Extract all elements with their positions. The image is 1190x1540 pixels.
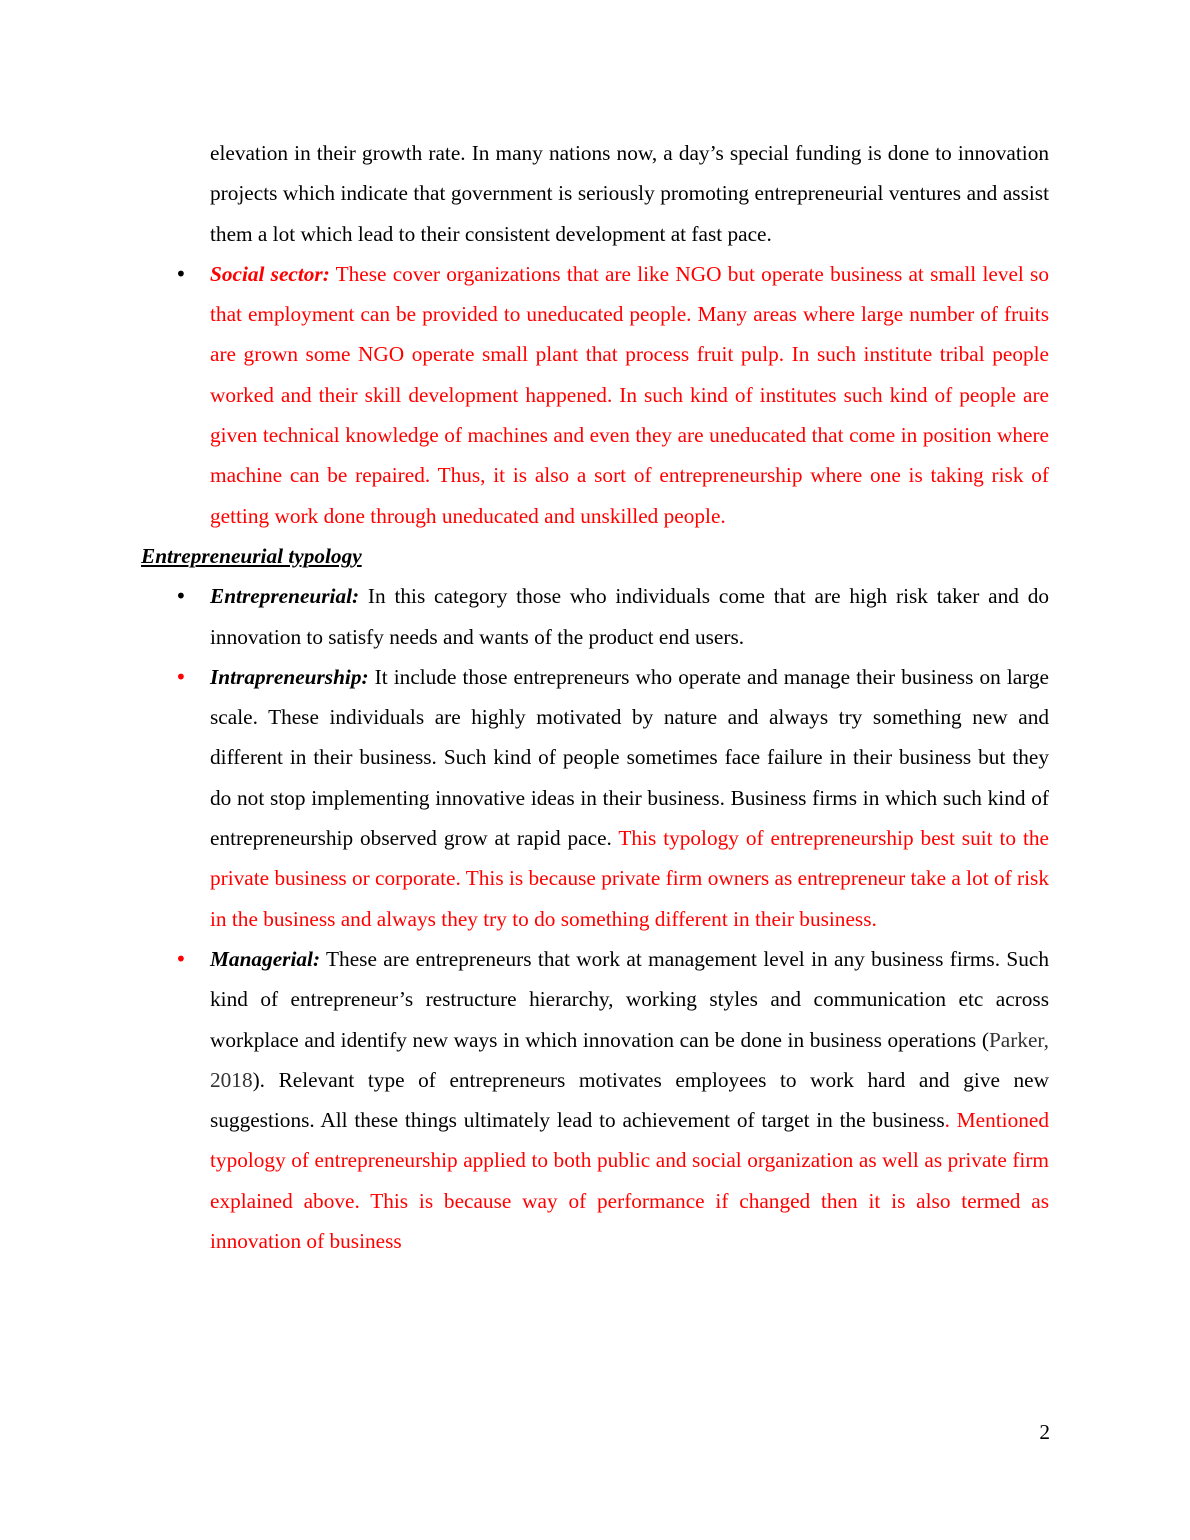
managerial-term: Managerial: [210, 946, 321, 971]
social-sector-body: These cover organizations that are like NGO but operate business at small level so that employment can be provided to uneducated people. Many areas where large number of fruits are grown some NGO operate small plant that process fruit pulp. In such institute tribal people worked and their skill development happened. In such kind of institutes such kind of people are given technical knowledge of machines and even they are uneducated that come in position where machine can be repaired. Thus, it is also a sort of entrepreneurship where one is taking risk of getting work done through uneducated and unskilled people. [210, 261, 1049, 528]
entrepreneurial-body: In this category those who individuals come that are high risk taker and do innovation to satisfy needs and wants of the product end users. [210, 584, 1049, 649]
entrepreneurial-paragraph [210, 576, 1049, 657]
bullet-icon: • [175, 946, 187, 971]
list-item-social-sector [175, 254, 1049, 536]
entrepreneurial-term: Entrepreneurial: [210, 584, 360, 609]
managerial-highlight: . Mentioned typology of entrepreneurship applied to both public and social organization as well as private firm explained above. This is because way of performance if changed then it is also termed as innovation of business [210, 1108, 1049, 1254]
managerial-body-before: These are entrepreneurs that work at management level in any business firms. Such kind of entrepreneur’s restructure hierarchy, working styles and communication etc across workplace and identify new ways in which innovation can be done in business operations ( [210, 946, 1049, 1052]
social-sector-term: Social sector: [210, 261, 330, 286]
managerial-body-after: ). Relevant type of entrepreneurs motivates employees to work hard and give new suggestions. All these things ultimately lead to achievement of target in the business [210, 1067, 1049, 1133]
list-item-managerial [175, 939, 1049, 1261]
intrapreneurship-body: It include those entrepreneurs who operate and manage their business on large scale. These individuals are highly motivated by nature and always try something new and different in their business. Such kind of people sometimes face failure in their business but they do not stop implementing innovative ideas in their business. Business firms in which such kind of entrepreneurship observed grow at rapid pace. [210, 664, 1049, 851]
intro-text: elevation in their growth rate. In many nations now, a day’s special funding is done to innovation projects which indicate that government is seriously promoting entrepreneurial ventures and assist them a lot which lead to their consistent development at fast pace. [210, 141, 1049, 246]
managerial-paragraph [210, 939, 1049, 1261]
page-number: 2 [1039, 1420, 1050, 1444]
bullet-icon: • [175, 664, 187, 689]
bullet-icon: • [175, 584, 187, 609]
intrapreneurship-term: Intrapreneurship: [210, 664, 369, 689]
intrapreneurship-highlight: This typology of entrepreneurship best suit to the private business or corporate. This is because private firm owners as entrepreneur take a lot of risk in the business and always they try to do something different in their business. [210, 826, 1050, 931]
managerial-citation: Parker, 2018 [210, 1027, 1049, 1092]
social-sector-paragraph [210, 254, 1049, 536]
list-item-entrepreneurial [175, 576, 1049, 657]
bullet-icon: • [175, 261, 187, 286]
list-item-intrapreneurship [175, 657, 1050, 939]
page-content [141, 133, 1049, 1261]
intro-paragraph [210, 133, 1049, 254]
section-heading: Entrepreneurial typology [141, 543, 362, 568]
intrapreneurship-paragraph [210, 657, 1049, 939]
